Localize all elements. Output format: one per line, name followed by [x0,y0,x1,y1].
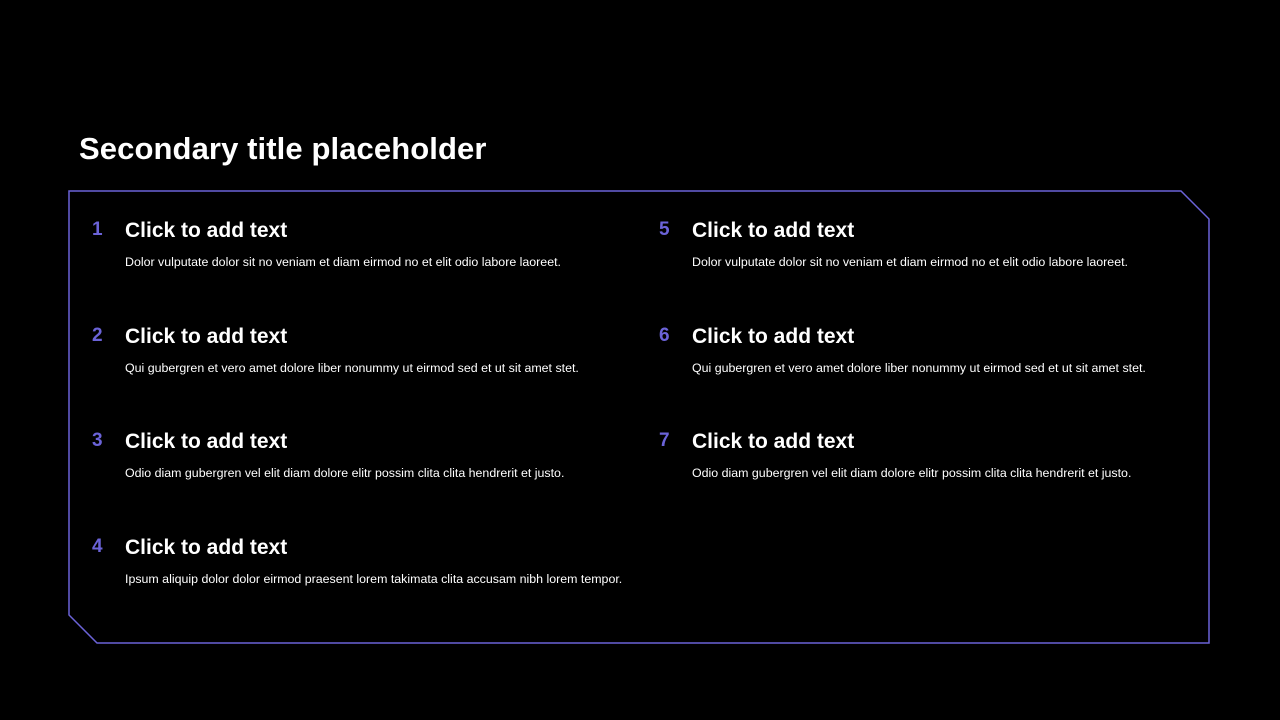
item-body[interactable]: Dolor vulputate dolor sit no veniam et diam eirmod no et elit odio labore laoreet. [692,255,1128,269]
item-heading[interactable]: Click to add text [692,219,855,242]
item-body[interactable]: Qui gubergren et vero amet dolore liber nonummy ut eirmod sed et ut sit amet stet. [125,361,579,375]
item-number: 2 [92,325,103,346]
item-body[interactable]: Dolor vulputate dolor sit no veniam et diam eirmod no et elit odio labore laoreet. [125,255,561,269]
slide-title[interactable]: Secondary title placeholder [79,131,487,166]
item-heading[interactable]: Click to add text [125,536,288,559]
item-body[interactable]: Ipsum aliquip dolor dolor eirmod praesent lorem takimata clita accusam nibh lorem tempor. [125,572,623,586]
item-number: 5 [659,219,670,240]
item-body[interactable]: Odio diam gubergren vel elit diam dolore elitr possim clita clita hendrerit et justo. [125,466,565,480]
item-number: 4 [92,536,103,557]
item-number: 3 [92,430,103,451]
item-body[interactable]: Odio diam gubergren vel elit diam dolore elitr possim clita clita hendrerit et justo. [692,466,1132,480]
item-heading[interactable]: Click to add text [692,325,855,348]
item-heading[interactable]: Click to add text [125,430,288,453]
item-number: 6 [659,325,670,346]
item-body[interactable]: Qui gubergren et vero amet dolore liber nonummy ut eirmod sed et ut sit amet stet. [692,361,1146,375]
item-heading[interactable]: Click to add text [692,430,855,453]
item-number: 7 [659,430,670,451]
item-heading[interactable]: Click to add text [125,219,288,242]
item-heading[interactable]: Click to add text [125,325,288,348]
item-number: 1 [92,219,103,240]
